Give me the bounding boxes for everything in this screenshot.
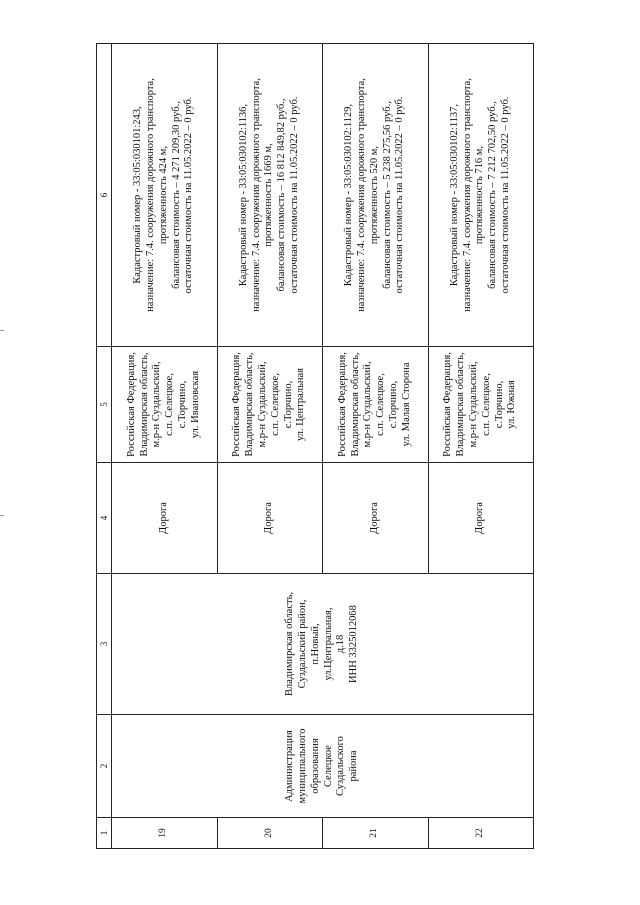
holder-name-line: муниципального [296,728,308,804]
scan-edge-mark [0,515,4,516]
location-line: с.Торчино, [177,380,189,429]
holder-address-line: ул.Центральная, [322,607,334,681]
holder-name-line: Суздальского [335,736,347,796]
details-line: остаточная стоимость на 11.05.2022 – 0 руб. [499,96,511,294]
details-line: балансовая стоимость – 7 212 702,50 руб., [487,101,499,289]
column-number: 6 [97,44,112,347]
holder-name-line: Селецкое [322,745,334,787]
location-line: Российская Федерация, [442,352,454,457]
details-line: протяженность 424 м, [157,145,169,245]
location-line: ул. Малая Сторона [400,362,412,447]
holder-name-cell [112,715,534,818]
details-line: Кадастровый номер - 33:05:030101:243, [132,106,144,284]
details-line: балансовая стоимость – 16 812 849,82 руб., [276,98,288,292]
details-line: остаточная стоимость на 11.05.2022 – 0 руб. [288,96,300,294]
row-number: 21 [323,818,429,849]
location-line: Владимирская область, [349,352,361,457]
property-register-table [96,43,534,849]
column-number: 4 [97,463,112,574]
details-line: остаточная стоимость на 11.05.2022 – 0 руб. [394,96,406,294]
details-line: назначение: 7.4. сооружения дорожного транспорта, [145,78,157,312]
details-line: протяженность 520 м, [368,145,380,245]
column-number: 2 [97,715,112,818]
holder-name-line: района [348,750,360,782]
location-line: с.Торчино, [493,380,505,429]
location-line: Владимирская область, [455,352,467,457]
details-line: протяженность 1669 м, [263,143,275,247]
object-details [112,44,218,347]
location-line: с.п. Селецкое, [164,373,176,436]
details-line: остаточная стоимость на 11.05.2022 – 0 руб. [183,96,195,294]
holder-address-line: Владимирская область, [284,592,296,696]
object-details [217,44,323,347]
object-details [428,44,534,347]
location-line: с.Торчино, [388,380,400,429]
location-line: Российская Федерация, [231,352,243,457]
object-type: Дорога [323,463,429,574]
location-line: ул. Южная [506,380,518,429]
location-line: Владимирская область, [138,352,150,457]
details-line: протяженность 716 м, [474,145,486,245]
location-line: м.р-н Суздальский, [256,361,268,448]
location-line: с.п. Селецкое, [375,373,387,436]
column-number: 3 [97,574,112,715]
row-number: 20 [217,818,323,849]
holder-address-line: ИНН 3325012068 [348,605,360,683]
table-row [112,44,218,849]
holder-name-line: образования [309,738,321,794]
location-line: м.р-н Суздальский, [467,361,479,448]
location-line: ул. Центральная [295,368,307,441]
location-line: Российская Федерация, [125,352,137,457]
holder-address-line: Суздальский район, [296,599,308,689]
location-line: Владимирская область, [244,352,256,457]
details-line: назначение: 7.4. сооружения дорожного транспорта, [356,78,368,312]
object-location [217,347,323,463]
location-line: м.р-н Суздальский, [362,361,374,448]
object-type: Дорога [217,463,323,574]
object-type: Дорога [112,463,218,574]
location-line: м.р-н Суздальский, [151,361,163,448]
object-details [323,44,429,347]
location-line: с.п. Селецкое, [480,373,492,436]
location-line: Российская Федерация, [336,352,348,457]
details-line: назначение: 7.4. сооружения дорожного транспорта, [461,78,473,312]
holder-address-line: п.Новый, [309,623,321,665]
rotated-table-wrapper [96,44,534,849]
row-number: 22 [428,818,534,849]
column-number: 1 [97,818,112,849]
row-number: 19 [112,818,218,849]
details-line: назначение: 7.4. сооружения дорожного транспорта, [250,78,262,312]
holder-name-line: Администрация [284,730,296,802]
location-line: с.Торчино, [282,380,294,429]
details-line: балансовая стоимость – 5 238 275,56 руб., [381,101,393,289]
object-location [323,347,429,463]
column-number-header-row [97,44,112,849]
details-line: Кадастровый номер - 33:05:030102:1136, [237,103,249,287]
scan-edge-mark [0,330,4,331]
column-number: 5 [97,347,112,463]
details-line: балансовая стоимость – 4 271 209,30 руб., [170,101,182,289]
holder-address-line: д.18 [335,634,347,654]
location-line: ул. Ивановская [189,370,201,439]
object-location [112,347,218,463]
details-line: Кадастровый номер - 33:05:030102:1129, [343,103,355,287]
object-type: Дорога [428,463,534,574]
object-location [428,347,534,463]
location-line: с.п. Селецкое, [269,373,281,436]
holder-address-cell [112,574,534,715]
details-line: Кадастровый номер - 33:05:030102:1137, [448,103,460,287]
